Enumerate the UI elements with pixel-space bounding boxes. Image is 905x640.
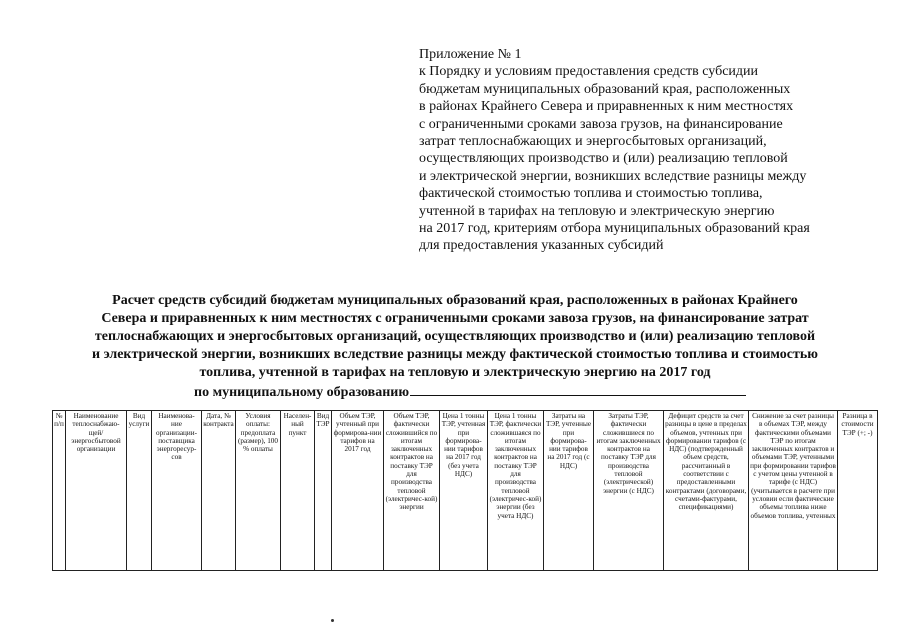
appendix-line: для предоставления указанных субсидий (419, 238, 664, 254)
subsidy-calculation-table (52, 410, 878, 571)
column-header: Цена 1 тонны ТЭР, учтенная при формирова-нии тарифов на 2017 год (без учета НДС) (440, 411, 488, 571)
title-line: Севера и приравненных к ним местностях с ограниченными сроками завоза грузов, на финансирование затрат (101, 311, 809, 326)
title-line: топлива, учтенной в тарифах на тепловую и электрическую энергию на 2017 год (199, 365, 711, 380)
title-line: и электрической энергии, возникших вследствие разницы между фактической стоимостью топлива и стоимостью (92, 347, 818, 362)
appendix-line: на 2017 год, критериям отбора муниципальных образований края (419, 221, 810, 237)
document-title (30, 292, 880, 402)
appendix-heading (419, 46, 879, 255)
column-header: № п/п (53, 411, 66, 571)
column-header: Снижение за счет разницы в объемах ТЭР, между фактическими объемами ТЭР по итогам заключенных контрактов и объемами ТЭР, учтенными при формировании тарифов с учетом цены учтенной в тарифе (с НДС) (учитывается в расчете при условии если фактические объемы топлива ниже объемов топлива, учтенных (749, 411, 838, 571)
column-header: Затраты на ТЭР, учтенные при формирова-нии тарифов на 2017 год (с НДС) (544, 411, 594, 571)
column-header: Вид ТЭР (315, 411, 332, 571)
column-header: Объем ТЭР, фактически сложившийся по итогам заключенных контрактов на поставку ТЭР для производства тепловой (электричес-кой) энергии (384, 411, 440, 571)
appendix-line: затрат теплоснабжающих и энергосбытовых организаций, (419, 134, 767, 150)
title-municipality-label: по муниципальному образованию (194, 385, 410, 400)
column-header: Населен-ный пункт (281, 411, 315, 571)
title-line: Расчет средств субсидий бюджетам муниципальных образований края, расположенных в районах Крайнего (112, 293, 798, 308)
title-line: теплоснабжающих и энергосбытовых организаций, осуществляющих производство и (или) реализацию тепловой (94, 329, 816, 344)
stray-dot (331, 619, 334, 622)
appendix-line: с ограниченными сроками завоза грузов, на финансирование (419, 116, 783, 132)
appendix-line: фактической стоимостью топлива и стоимостью топлива, (419, 186, 763, 202)
column-header: Вид услуги (127, 411, 152, 571)
appendix-line: и электрической энергии, возникших вследствие разницы между (419, 168, 807, 184)
column-header: Дефицит средств за счет разницы в цене в пределах объемов, учтенных при формировании тарифов (с НДС) (подтвержденный объем средств, рассчитанный в соответствии с предоставленными контрактами (договорами, счетами-фактурами, спецификациями) (664, 411, 749, 571)
appendix-line: осуществляющих производство и (или) реализацию тепловой (419, 151, 788, 167)
column-header: Цена 1 тонны ТЭР, фактически сложившаяся по итогам заключенных контрактов на поставку ТЭР для производства тепловой (электричес-кой) энергии (без учета НДС) (488, 411, 544, 571)
table-header-row (53, 411, 878, 571)
appendix-line: в районах Крайнего Севера и приравненных к ним местностях (419, 99, 794, 115)
column-header: Наименова-ние организации-поставщика энергоресур-сов (152, 411, 202, 571)
appendix-line: Приложение № 1 (419, 47, 522, 62)
column-header: Условия оплаты: предоплата (размер), 100 % оплаты (236, 411, 281, 571)
column-header: Дата, № контракта (202, 411, 236, 571)
column-header: Затраты ТЭР, фактически сложившиеся по итогам заключенных контрактов на поставку ТЭР для производства тепловой (электрической) энергии (с НДС) (594, 411, 664, 571)
column-header: Объем ТЭР, учтенный при формирова-нии тарифов на 2017 год (332, 411, 384, 571)
municipality-blank-field[interactable] (410, 382, 746, 396)
appendix-line: учтенной в тарифах на тепловую и электрическую энергию (419, 203, 775, 219)
title-municipality-line (30, 382, 880, 402)
appendix-line: бюджетам муниципальных образований края, расположенных (419, 81, 791, 97)
column-header: Наименование теплоснабжаю-щей/ энергосбытовой организации (66, 411, 127, 571)
column-header: Разница в стоимости ТЭР (+; -) (838, 411, 878, 571)
appendix-line: к Порядку и условиям предоставления средств субсидии (419, 64, 759, 80)
